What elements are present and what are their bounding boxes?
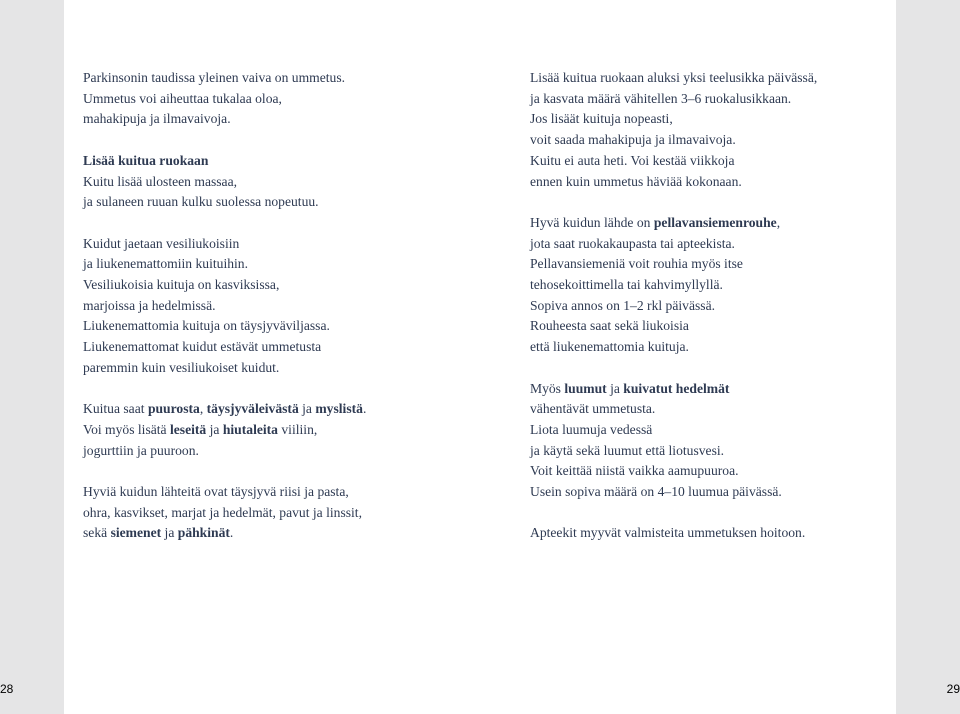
text-line: [83, 503, 453, 524]
text-segment: ja: [161, 525, 178, 541]
text-segment: Ummetus voi aiheuttaa tukalaa oloa,: [83, 90, 282, 106]
text-segment: Voit keittää niistä vaikka aamupuuroa.: [530, 463, 739, 479]
text-line: [530, 172, 890, 193]
text-line: [530, 399, 890, 420]
text-line: [83, 89, 453, 110]
text-segment: Apteekit myyvät valmisteita ummetuksen hoitoon.: [530, 525, 806, 541]
paragraph-gap: [83, 213, 453, 234]
text-segment: ja kasvata määrä vähitellen 3–6 ruokalusikkaan.: [530, 90, 792, 106]
text-line: [530, 151, 890, 172]
bold-text: puurosta: [147, 401, 200, 417]
bold-text: luumut: [564, 380, 607, 396]
page-number-left: 28: [0, 682, 14, 696]
paragraph-gap: [530, 192, 890, 213]
text-segment: Parkinsonin taudissa yleinen vaiva on ummetus.: [83, 70, 346, 85]
text-segment: Vesiliukoisia kuituja on kasviksissa,: [83, 277, 280, 292]
text-line: [530, 254, 890, 275]
bold-text: pellavansiemenrouhe: [653, 214, 777, 230]
text-line: [83, 275, 453, 296]
text-segment: Hyvä kuidun lähde on: [530, 214, 654, 230]
text-segment: .: [229, 525, 234, 541]
text-line: [530, 461, 890, 482]
text-segment: .: [362, 401, 367, 417]
text-line: [83, 316, 453, 337]
text-line: [83, 420, 453, 441]
text-segment: ja liukenemattomiin kuituihin.: [83, 256, 248, 272]
text-segment: Kuitua saat: [83, 401, 148, 417]
left-page-margin: [0, 0, 64, 714]
text-line: [530, 441, 890, 462]
text-line: [83, 296, 453, 317]
text-line: [530, 523, 890, 544]
paragraph-gap: [530, 358, 890, 379]
text-line: [530, 316, 890, 337]
bold-text: täysjyväleivästä: [206, 401, 299, 417]
text-line: [530, 109, 890, 130]
paragraph-gap: [83, 379, 453, 400]
text-segment: Voi myös lisätä: [83, 421, 170, 437]
bold-text: myslistä: [315, 401, 363, 417]
text-line: [83, 441, 453, 462]
text-line: [83, 523, 453, 544]
text-line: [83, 358, 453, 379]
paragraph-gap: [83, 461, 453, 482]
text-segment: ja: [298, 401, 316, 417]
text-segment: Liukenemattomat kuidut estävät ummetusta: [83, 339, 322, 355]
text-segment: Kuidut jaetaan vesiliukoisiin: [83, 235, 240, 251]
text-segment: ,: [199, 401, 207, 417]
text-line: [83, 337, 453, 358]
text-segment: Lisää kuitua ruokaan aluksi yksi teelusikka päivässä,: [530, 70, 818, 85]
bold-text: Lisää kuitua ruokaan: [83, 152, 209, 168]
bold-text: siemenet: [110, 525, 162, 541]
text-line: [530, 296, 890, 317]
text-line: [530, 234, 890, 255]
text-segment: Kuitu ei auta heti. Voi kestää viikkoja: [530, 152, 735, 168]
text-line: [83, 109, 453, 130]
text-segment: Kuitu lisää ulosteen massaa,: [83, 173, 238, 189]
text-segment: sekä: [83, 525, 111, 541]
left-page-text: [83, 68, 453, 544]
text-segment: tehosekoittimella tai kahvimyllyllä.: [530, 277, 723, 293]
text-segment: jogurttiin ja puuroon.: [83, 442, 199, 458]
text-line: [530, 420, 890, 441]
text-segment: Hyviä kuidun lähteitä ovat täysjyvä riisi ja pasta,: [83, 484, 349, 499]
text-segment: paremmin kuin vesiliukoiset kuidut.: [83, 359, 280, 375]
right-page-text: [530, 68, 890, 544]
text-line: [83, 482, 453, 503]
bold-text: leseitä: [169, 421, 207, 437]
text-line: [83, 254, 453, 275]
text-line: [530, 275, 890, 296]
text-segment: marjoissa ja hedelmissä.: [83, 297, 216, 313]
text-segment: vähentävät ummetusta.: [530, 401, 656, 417]
text-line: [530, 130, 890, 151]
bold-text: hiutaleita: [222, 421, 278, 437]
text-segment: Sopiva annos on 1–2 rkl päivässä.: [530, 297, 716, 313]
text-segment: Myös: [530, 380, 565, 396]
page-number-right: 29: [946, 682, 960, 696]
text-segment: Usein sopiva määrä on 4–10 luumua päivässä.: [530, 484, 782, 500]
text-line: [530, 213, 890, 234]
text-line: [83, 399, 453, 420]
text-segment: Liota luumuja vedessä: [530, 421, 653, 437]
text-line: [530, 68, 890, 89]
text-segment: ennen kuin ummetus häviää kokonaan.: [530, 173, 742, 189]
text-line: [83, 192, 453, 213]
text-line: [83, 151, 453, 172]
text-line: [83, 68, 453, 89]
text-segment: Rouheesta saat sekä liukoisia: [530, 318, 689, 334]
text-segment: Pellavansiemeniä voit rouhia myös itse: [530, 256, 743, 272]
text-segment: ,: [776, 214, 781, 230]
bold-text: pähkinät: [177, 525, 230, 541]
text-segment: voit saada mahakipuja ja ilmavaivoja.: [530, 132, 736, 148]
text-segment: jota saat ruokakaupasta tai apteekista.: [530, 235, 735, 251]
paragraph-gap: [530, 503, 890, 524]
text-line: [530, 482, 890, 503]
paragraph-gap: [83, 130, 453, 151]
text-segment: Jos lisäät kuituja nopeasti,: [530, 111, 673, 127]
text-line: [83, 234, 453, 255]
text-segment: mahakipuja ja ilmavaivoja.: [83, 111, 231, 127]
text-segment: ja käytä sekä luumut että liotusvesi.: [530, 442, 725, 458]
text-segment: viiliin,: [277, 421, 318, 437]
text-line: [530, 89, 890, 110]
text-segment: ja: [606, 380, 624, 396]
right-page-margin: [896, 0, 960, 714]
text-line: [530, 379, 890, 400]
text-segment: ohra, kasvikset, marjat ja hedelmät, pavut ja linssit,: [83, 504, 362, 520]
text-line: [83, 172, 453, 193]
text-segment: ja: [206, 421, 223, 437]
text-segment: että liukenemattomia kuituja.: [530, 339, 689, 355]
text-segment: ja sulaneen ruuan kulku suolessa nopeutuu.: [83, 194, 319, 210]
text-line: [530, 337, 890, 358]
text-segment: Liukenemattomia kuituja on täysjyväviljassa.: [83, 318, 330, 334]
bold-text: kuivatut hedelmät: [623, 380, 730, 396]
